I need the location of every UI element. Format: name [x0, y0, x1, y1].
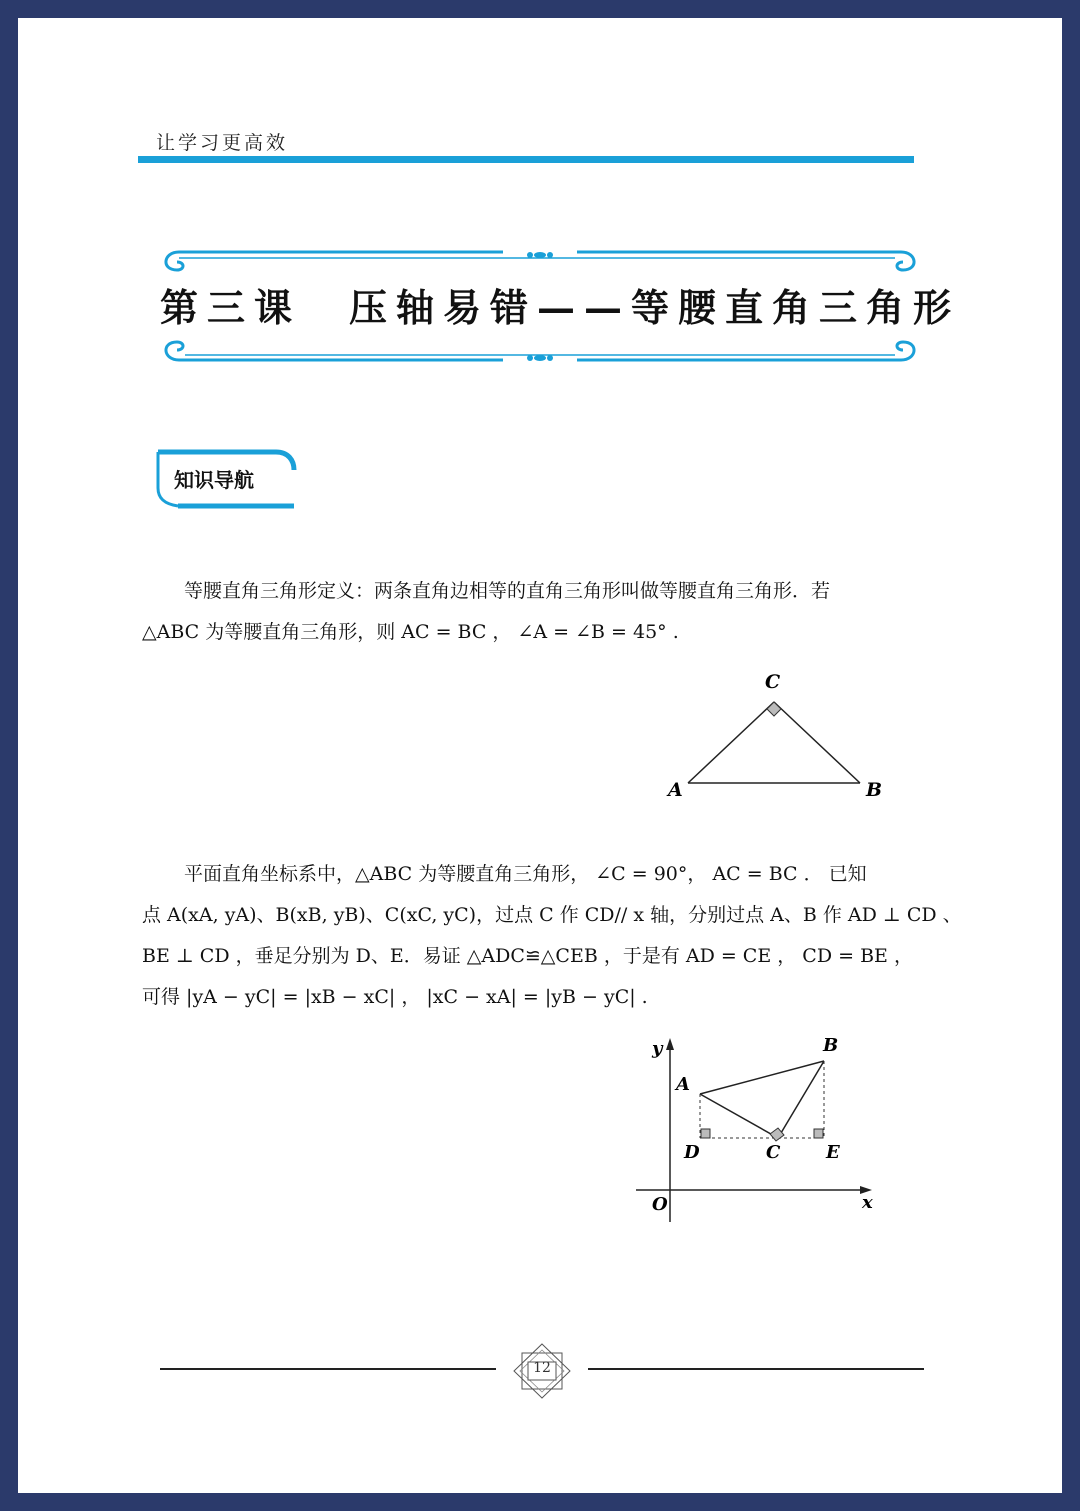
- title-ornament-bottom: [155, 336, 925, 370]
- coordinate-figure: [612, 1018, 872, 1228]
- right-angle-e: [814, 1129, 823, 1138]
- definition-line-1: 等腰直角三角形定义：两条直角边相等的直角三角形叫做等腰直角三角形．若: [184, 580, 831, 602]
- label-b: B: [866, 779, 883, 801]
- right-angle-mark: [767, 702, 781, 716]
- right-angle-d: [701, 1129, 710, 1138]
- segment-ac: [700, 1094, 778, 1138]
- lesson-name: 压轴易错——等腰直角三角形: [349, 284, 961, 330]
- footer-rule-right: [588, 1368, 924, 1370]
- label-d: D: [684, 1142, 700, 1163]
- right-angle-c: [770, 1128, 784, 1141]
- label-y: y: [652, 1038, 663, 1059]
- page-number: 12: [533, 1360, 551, 1376]
- label-c: C: [765, 671, 781, 693]
- coordinate-line-1: 平面直角坐标系中，△ABC 为等腰直角三角形， ∠C = 90°， AC = BC ． 已知: [184, 863, 867, 885]
- header-slogan: 让学习更高效: [156, 132, 289, 154]
- segment-ab: [700, 1061, 824, 1094]
- coordinate-line-2: 点 A(xA, yA)、B(xB, yB)、C(xC, yC)，过点 C 作 CD// x 轴，分别过点 A、B 作 AD ⊥ CD 、: [142, 904, 962, 926]
- footer-rule-left: [160, 1368, 496, 1370]
- section-label: 知识导航: [174, 468, 254, 492]
- coordinate-line-3: BE ⊥ CD ，垂足分别为 D、E．易证 △ADC≌△CEB ，于是有 AD = CE ， CD = BE ，: [142, 945, 913, 967]
- coordinate-paragraph: [142, 854, 962, 1018]
- label-x: x: [862, 1192, 873, 1213]
- title-ornament-top: [155, 244, 925, 278]
- section-tab: [156, 448, 296, 510]
- triangle-figure: [640, 650, 883, 801]
- label-e: E: [826, 1142, 840, 1163]
- y-axis-arrow: [666, 1038, 674, 1050]
- lesson-title: [160, 274, 961, 334]
- definition-paragraph: [142, 571, 912, 653]
- label-a: A: [668, 779, 683, 801]
- label-o: O: [652, 1194, 668, 1215]
- definition-line-2: △ABC 为等腰直角三角形，则 AC = BC ， ∠A = ∠B = 45° .: [142, 621, 679, 643]
- page: [18, 18, 1062, 1493]
- label-a: A: [676, 1074, 690, 1095]
- lesson-number: 第三课: [160, 284, 302, 330]
- header-rule: [138, 156, 914, 163]
- label-b: B: [823, 1035, 839, 1056]
- coordinate-line-4: 可得 |yA − yC| = |xB − xC| ， |xC − xA| = |yB − yC| .: [142, 986, 648, 1008]
- side-cb: [774, 702, 860, 783]
- side-ac: [688, 702, 774, 783]
- label-c: C: [766, 1142, 781, 1163]
- segment-cb: [778, 1061, 824, 1138]
